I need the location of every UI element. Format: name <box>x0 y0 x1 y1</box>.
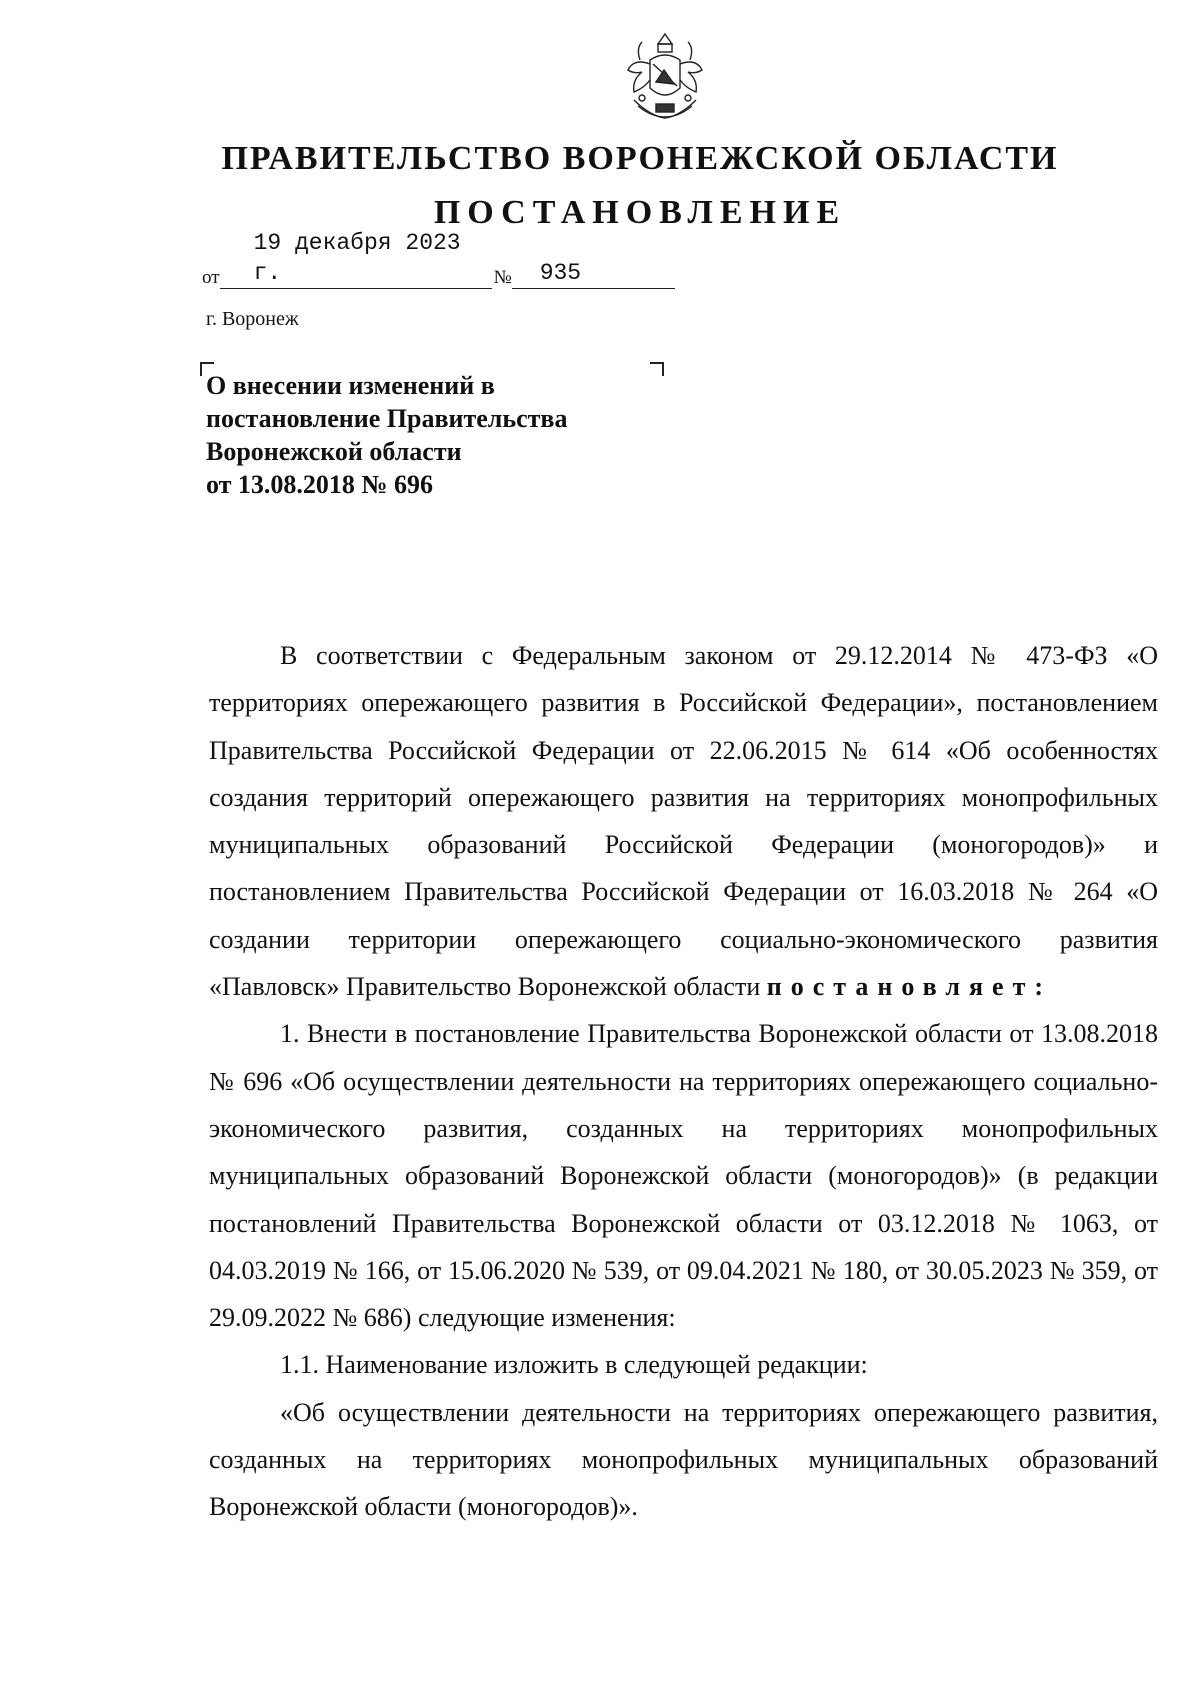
subject-line: Воронежской области <box>206 437 462 466</box>
date-number-line <box>202 230 675 289</box>
item-1-1-paragraph: 1.1. Наименование изложить в следующей редакции: <box>280 1350 868 1380</box>
subject-line: от 13.08.2018 № 696 <box>206 470 434 499</box>
document-type-title: ПОСТАНОВЛЕНИЕ <box>433 194 847 231</box>
date-prefix: от <box>202 267 220 288</box>
coat-of-arms-icon <box>620 30 710 130</box>
resolves-word: постановляет: <box>766 972 1052 1002</box>
quote-paragraph: «Об осуществлении деятельности на территориях опережающего развития, созданных на территориях монопрофильных муниципальных образований Воронежской области (моногородов)». <box>209 1397 1158 1522</box>
number-sign: № <box>493 267 512 288</box>
document-body <box>209 632 1158 1531</box>
item-1-paragraph: 1. Внести в постановление Правительства Воронежской области от 13.08.2018 № 696 «Об осуществлении деятельности на территориях опережающего социально-экономического развития, созданных на территориях монопрофильных муниципальных образований Воронежской области (моногородов)» (в редакции постановлений Правительства Воронежской области от 03.12.2018 № 1063, от 04.03.2019 № 166, от 15.06.2020 № 539, от 09.04.2021 № 180, от 30.05.2023 № 359, от 29.09.2022 № 686) следующие изменения: <box>209 1019 1158 1333</box>
subject-line: постановление Правительства <box>206 404 568 433</box>
subject-corner-right <box>650 362 664 376</box>
city-label: г. Воронеж <box>206 308 299 330</box>
document-subject <box>206 369 567 501</box>
government-title: ПРАВИТЕЛЬСТВО ВОРОНЕЖСКОЙ ОБЛАСТИ <box>221 140 1059 177</box>
preamble-paragraph <box>209 632 1158 1010</box>
subject-line: О внесении изменений в <box>206 371 495 400</box>
preamble-text: В соответствии с Федеральным законом от 29.12.2014 № 473-ФЗ «О территориях опережающего развития в Российской Федерации», постановлением Правительства Российской Федерации от 22.06.2015 № 614 «Об особенностях создания территорий опережающего развития на территориях монопрофильных муниципальных образований Российской Федерации (моногородов)» и постановлением Правительства Российской Федерации от 16.03.2018 № 264 «О создании территории опережающего социально-экономического развития «Павловск» Правительство Воронежской области <box>209 641 1158 1002</box>
document-number: 935 <box>512 258 675 289</box>
document-date: 19 декабря 2023 г. <box>220 228 492 289</box>
